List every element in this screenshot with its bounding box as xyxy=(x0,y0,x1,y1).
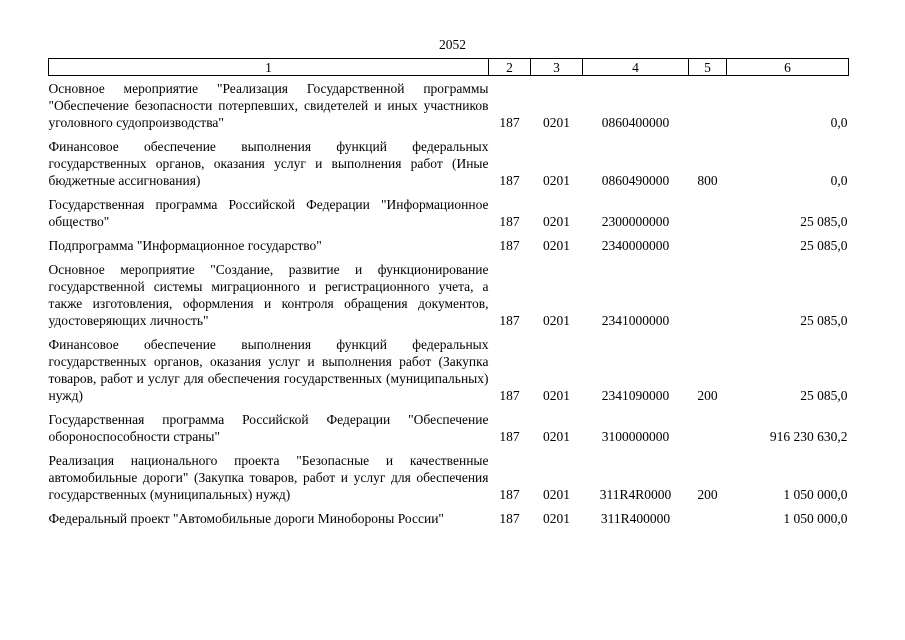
row-admin-code: 187 xyxy=(499,388,520,403)
row-expense-type: 200 xyxy=(697,487,718,502)
row-admin-code: 187 xyxy=(499,214,520,229)
row-admin-code: 187 xyxy=(499,429,520,444)
column-header: 1 xyxy=(49,59,489,76)
row-section-code: 0201 xyxy=(543,313,570,328)
row-amount: 25 085,0 xyxy=(800,238,848,253)
row-section-code: 0201 xyxy=(543,173,570,188)
row-section-code: 0201 xyxy=(543,214,570,229)
row-admin-code: 187 xyxy=(499,313,520,328)
row-amount: 1 050 000,0 xyxy=(783,511,848,526)
table-row xyxy=(49,192,849,233)
row-target-code: 0860490000 xyxy=(601,173,670,188)
row-section-code: 0201 xyxy=(543,429,570,444)
row-target-code: 3100000000 xyxy=(601,429,670,444)
row-name: Реализация национального проекта "Безопасные и качественные автомобильные дороги" (Закупка товаров, работ и услуг для обеспечения государственных (муниципальных) нужд) xyxy=(48,453,489,502)
row-target-code: 2340000000 xyxy=(601,238,670,253)
row-target-code: 2300000000 xyxy=(601,214,670,229)
row-amount: 25 085,0 xyxy=(800,388,848,403)
row-name: Государственная программа Российской Федерации "Информационное общество" xyxy=(48,197,489,229)
row-expense-type xyxy=(689,407,727,448)
table-row xyxy=(49,76,849,135)
header-row xyxy=(49,59,849,76)
row-amount: 25 085,0 xyxy=(800,214,848,229)
row-name: Подпрограмма "Информационное государство" xyxy=(48,238,322,253)
table-row xyxy=(49,134,849,192)
table-row xyxy=(49,506,849,530)
row-target-code: 311R400000 xyxy=(600,511,671,526)
row-amount: 0,0 xyxy=(830,115,848,130)
row-target-code: 311R4R0000 xyxy=(599,487,672,502)
row-name: Государственная программа Российской Федерации "Обеспечение обороноспособности страны" xyxy=(48,412,489,444)
row-section-code: 0201 xyxy=(543,238,570,253)
column-header: 2 xyxy=(489,59,531,76)
row-name: Финансовое обеспечение выполнения функций федеральных государственных органов, оказания услуг и выполнения работ (Закупка товаров, работ и услуг для обеспечения государственных (муниципальных) нужд) xyxy=(48,337,489,403)
row-expense-type xyxy=(689,192,727,233)
row-target-code: 0860400000 xyxy=(601,115,670,130)
row-admin-code: 187 xyxy=(499,511,520,526)
row-name: Федеральный проект "Автомобильные дороги Минобороны России" xyxy=(48,511,444,526)
page-number: 2052 xyxy=(439,37,466,52)
row-section-code: 0201 xyxy=(543,487,570,502)
row-target-code: 2341000000 xyxy=(601,313,670,328)
row-name: Основное мероприятие "Реализация Государственной программы "Обеспечение безопасности потерпевших, свидетелей и иных участников уголовного судопроизводства" xyxy=(48,81,489,130)
budget-table xyxy=(48,58,849,530)
row-expense-type xyxy=(689,233,727,257)
row-expense-type xyxy=(689,506,727,530)
row-amount: 1 050 000,0 xyxy=(783,487,848,502)
table-row xyxy=(49,257,849,332)
row-section-code: 0201 xyxy=(543,115,570,130)
table-row xyxy=(49,233,849,257)
row-name: Основное мероприятие "Создание, развитие и функционирование государственной системы миграционного и регистрационного учета, а также изготовления, оформления и контроля обращения документов, удостоверяющих личность" xyxy=(48,262,489,328)
row-section-code: 0201 xyxy=(543,388,570,403)
row-admin-code: 187 xyxy=(499,487,520,502)
table-row xyxy=(49,407,849,448)
row-amount: 0,0 xyxy=(830,173,848,188)
row-expense-type xyxy=(689,76,727,135)
row-expense-type: 800 xyxy=(697,173,718,188)
row-admin-code: 187 xyxy=(499,238,520,253)
column-header: 3 xyxy=(531,59,583,76)
row-admin-code: 187 xyxy=(499,115,520,130)
column-header: 6 xyxy=(727,59,849,76)
row-expense-type xyxy=(689,257,727,332)
row-amount: 25 085,0 xyxy=(800,313,848,328)
table-row xyxy=(49,332,849,407)
table-row xyxy=(49,448,849,506)
row-section-code: 0201 xyxy=(543,511,570,526)
column-header: 5 xyxy=(689,59,727,76)
row-amount: 916 230 630,2 xyxy=(769,429,848,444)
row-expense-type: 200 xyxy=(697,388,718,403)
row-admin-code: 187 xyxy=(499,173,520,188)
column-header: 4 xyxy=(583,59,689,76)
row-name: Финансовое обеспечение выполнения функций федеральных государственных органов, оказания услуг и выполнения работ (Иные бюджетные ассигнования) xyxy=(48,139,489,188)
row-target-code: 2341090000 xyxy=(601,388,670,403)
